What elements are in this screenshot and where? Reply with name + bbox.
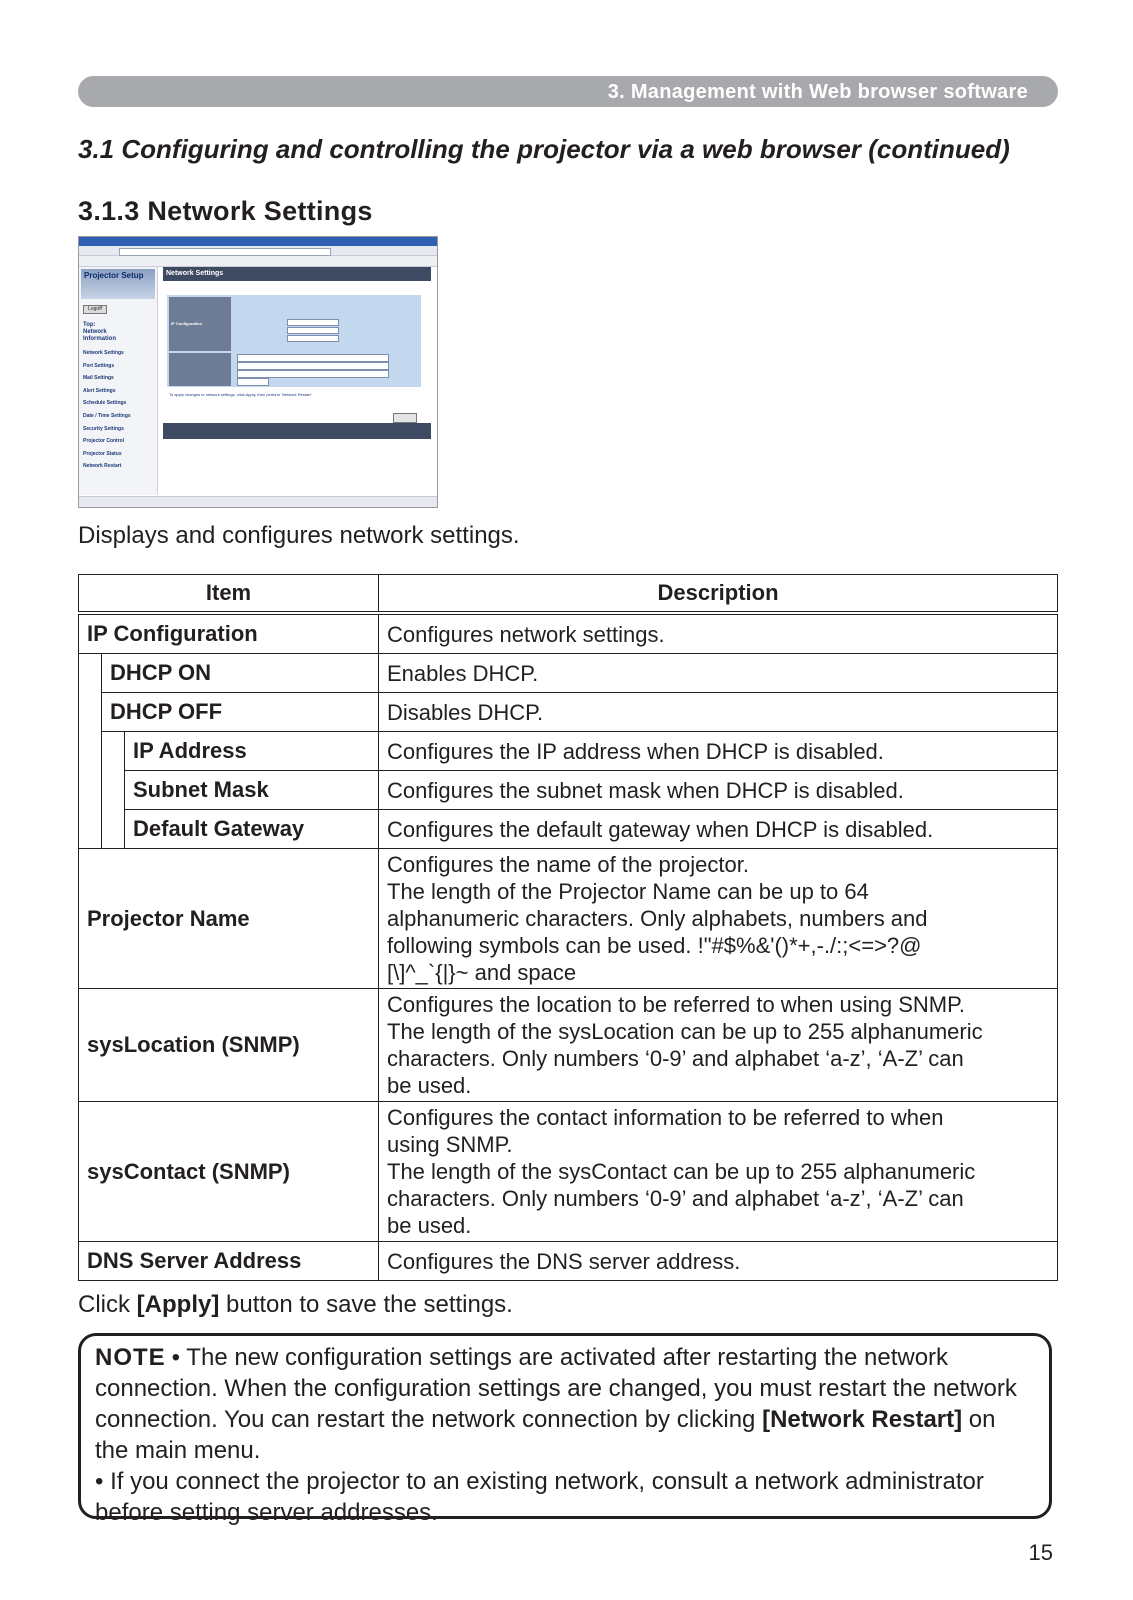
screenshot-row-label [169, 377, 231, 386]
screenshot-field [237, 354, 389, 362]
row-item: Subnet Mask [125, 771, 379, 810]
row-item: IP Address [125, 732, 379, 771]
table-row [79, 849, 1058, 989]
table-row [79, 771, 1058, 810]
note-paragraph-2: • If you connect the projector to an existing network, consult a network administrator before setting server addresses. [95, 1468, 984, 1526]
row-desc: Configures network settings. [379, 613, 1058, 654]
apply-instruction: Click [Apply] button to save the settings. [78, 1291, 513, 1318]
note-label: NOTE [95, 1344, 166, 1371]
screenshot-form [167, 295, 421, 387]
row-item: Default Gateway [125, 810, 379, 849]
screenshot-nav-item: Port Settings [83, 362, 115, 369]
table-row [79, 810, 1058, 849]
screenshot-content-title: Network Settings [163, 267, 431, 281]
row-item: sysLocation (SNMP) [79, 989, 379, 1102]
row-desc: Configures the name of the projector. The length of the Projector Name can be up to 64 alphanumeric characters. Only alphabets, numbers and following symbols can be used. !"#$%&'()*+,-./:;<=>?@ [\]^_`{|}~ and space [379, 849, 1058, 989]
section-title: 3.1 Configuring and controlling the projector via a web browser (continued) [78, 134, 1010, 164]
network-restart-label: [Network Restart] [762, 1406, 963, 1433]
screenshot-top-nav: Top: Network Information [83, 322, 116, 342]
screenshot-apply-button [393, 413, 417, 423]
screenshot-nav-item: Projector Status [83, 450, 122, 457]
screenshot-content [163, 267, 431, 397]
screenshot-nav-item: Network Settings [83, 350, 124, 356]
screenshot-nav-item: Security Settings [83, 425, 124, 432]
header-description: Description [379, 575, 1058, 614]
screenshot-logo: Projector Setup [81, 269, 155, 299]
table-row [79, 654, 1058, 693]
row-desc: Disables DHCP. [379, 693, 1058, 732]
row-desc: Configures the location to be referred to when using SNMP. The length of the sysLocation can be up to 255 alphanumeric characters. Only numbers ‘0-9’ and alphabet ‘a-z’, ‘A-Z’ can be used. [379, 989, 1058, 1102]
screenshot-field [237, 370, 389, 378]
row-desc: Enables DHCP. [379, 654, 1058, 693]
row-desc: Configures the contact information to be referred to when using SNMP. The length of the sysContact can be up to 255 alphanumeric characters. Only numbers ‘0-9’ and alphabet ‘a-z’, ‘A-Z’ can be used. [379, 1102, 1058, 1242]
screenshot-bottom-bar [163, 423, 431, 439]
table-header-row [79, 575, 1058, 614]
row-item: IP Configuration [79, 613, 379, 654]
header-bar [78, 76, 1058, 107]
table-row [79, 613, 1058, 654]
table-row [79, 1102, 1058, 1242]
apply-label: [Apply] [136, 1291, 220, 1318]
header-item: Item [79, 575, 379, 614]
note-paragraph-1: NOTE • The new configuration settings are activated after restarting the network connection. When the configuration settings are changed, you must restart the network connection. You can restart the network connection by clicking [Network Restart] on the main menu. [95, 1344, 1017, 1464]
screenshot-field [287, 327, 339, 334]
settings-table [78, 574, 1058, 1281]
row-item: DHCP OFF [102, 693, 379, 732]
table-row [79, 989, 1058, 1102]
table-row [79, 1242, 1058, 1281]
screenshot-nav-item: Network Restart [83, 463, 122, 470]
screenshot-nav-item: Projector Control [83, 438, 125, 445]
header-text: 3. Management with Web browser software [607, 81, 1028, 103]
screenshot-logoff-button: Logoff [83, 305, 107, 314]
table-row [79, 732, 1058, 771]
browser-status-bar [79, 496, 437, 507]
row-item: DNS Server Address [79, 1242, 379, 1281]
row-item: Projector Name [79, 849, 379, 989]
row-desc: Configures the IP address when DHCP is disabled. [379, 732, 1058, 771]
browser-address-bar [79, 246, 437, 256]
screenshot-nav-list [79, 347, 157, 473]
screenshot-nav-item: Alert Settings [83, 387, 116, 394]
browser-titlebar [79, 237, 437, 246]
screenshot-field [287, 335, 339, 342]
row-desc: Configures the default gateway when DHCP is disabled. [379, 810, 1058, 849]
browser-tab-bar [79, 256, 437, 267]
row-item: DHCP ON [102, 654, 379, 693]
row-desc: Configures the subnet mask when DHCP is disabled. [379, 771, 1058, 810]
screenshot-nav-item: Date / Time Settings [83, 412, 131, 419]
screenshot-field [237, 362, 389, 370]
table-row [79, 693, 1058, 732]
page-number: 15 [1028, 1540, 1053, 1565]
row-desc: Configures the DNS server address. [379, 1242, 1058, 1281]
screenshot-nav-item: Mail Settings [83, 375, 114, 382]
intro-text: Displays and configures network settings. [78, 522, 520, 549]
note-box [78, 1333, 1052, 1526]
screenshot-note: To apply changes to network settings, click Apply, then perform 'Network Restart'. [169, 392, 313, 397]
screenshot-field [237, 378, 269, 386]
row-item: sysContact (SNMP) [79, 1102, 379, 1242]
screenshot-field [287, 319, 339, 326]
network-settings-screenshot [78, 236, 438, 508]
screenshot-sidebar [79, 267, 158, 495]
screenshot-nav-item: Schedule Settings [83, 400, 127, 407]
sub-title: 3.1.3 Network Settings [78, 196, 373, 226]
screenshot-ip-label: IP Configuration [169, 297, 231, 351]
